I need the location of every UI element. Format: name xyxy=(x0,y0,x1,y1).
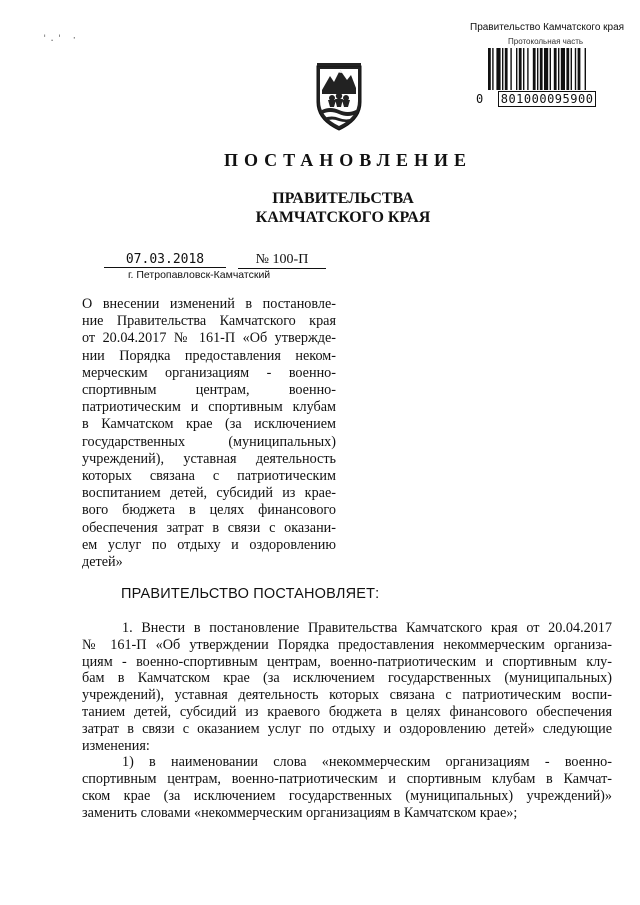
barcode-bar xyxy=(516,48,517,90)
authority-line-2: КАМЧАТСКОГО КРАЯ xyxy=(255,209,431,226)
body-line: 1) в наименовании слова «некоммерческим организациям - военно- xyxy=(122,754,612,771)
document-number: № 100-П xyxy=(238,252,326,269)
stamp-title: Правительство Камчатского края xyxy=(470,22,625,33)
barcode-bar xyxy=(533,48,536,90)
subject-line: государственных (муниципальных) xyxy=(82,433,336,450)
barcode-prefix: 0 xyxy=(476,92,484,106)
subject-block xyxy=(82,296,336,571)
body-line: учреждений), уставная деятельность которых связана с патриотическим воспи- xyxy=(82,687,612,704)
barcode-bar xyxy=(544,48,548,90)
corner-mark: '.' · xyxy=(42,34,80,44)
barcode-bar xyxy=(502,48,503,90)
barcode-bar xyxy=(488,48,491,90)
subject-line: мерческим организациям - военно- xyxy=(82,364,336,381)
barcode-bar xyxy=(575,48,576,90)
subject-line: обеспечения затрат в связи с оказани- xyxy=(82,519,336,536)
barcode-bar xyxy=(496,48,500,90)
body-line: затрат в связи с оказанием услуг по отдыху и оздоровлению детей» следующие xyxy=(82,720,612,737)
body-line: ском крае (за исключением государственных (муниципальных) учреждений)» xyxy=(82,787,612,804)
barcode-bar xyxy=(585,48,586,90)
kamchatka-crest-icon xyxy=(314,60,364,132)
subject-line: ние Правительства Камчатского края xyxy=(82,313,336,330)
body-line: № 161-П «Об утверждении Порядка предоставления некоммерческим организа- xyxy=(82,636,612,653)
issue-city: г. Петропавловск-Камчатский xyxy=(128,269,271,281)
barcode-bar xyxy=(492,48,493,90)
body-line: танием детей, субсидий из краевого бюджета в целях финансового обеспечения xyxy=(82,703,612,720)
barcode-bar xyxy=(505,48,508,90)
body-line: бам в Камчатском крае (за исключением государственных (муниципальных) xyxy=(82,670,612,687)
subject-line: детей» xyxy=(82,554,123,571)
authority-line-1: ПРАВИТЕЛЬСТВА xyxy=(272,190,414,207)
subject-line: от 20.04.2017 № 161-П «Об утвержде- xyxy=(82,330,336,347)
body-line: 1. Внести в постановление Правительства Камчатского края от 20.04.2017 xyxy=(122,620,612,636)
subject-line: учреждений), уставная деятельность xyxy=(82,450,336,467)
subject-line: патриотическим и спортивным клубам xyxy=(82,399,336,416)
body-line: изменения: xyxy=(82,737,150,754)
body-text xyxy=(82,620,612,822)
subject-line: спортивным центрам, военно- xyxy=(82,382,336,399)
subject-line: вого бюджета в целях финансового xyxy=(82,502,336,519)
registration-stamp xyxy=(468,22,630,46)
subject-line: нии Порядка предоставления неком- xyxy=(82,347,336,364)
barcode-bar xyxy=(550,48,551,90)
barcode-bar xyxy=(510,48,511,90)
barcode-bar xyxy=(566,48,569,90)
barcode-bar xyxy=(571,48,572,90)
subject-line: ем услуг по отдыху и оздоровлению xyxy=(82,536,336,553)
date-number-line xyxy=(104,252,326,269)
barcode-bar xyxy=(561,48,565,90)
barcode-bar xyxy=(558,48,559,90)
barcode xyxy=(488,48,628,90)
document-type-heading: ПОСТАНОВЛЕНИЕ xyxy=(223,150,473,170)
body-line: циям - военно-спортивным центрам, военно-патриотическим и спортивным клу- xyxy=(82,653,612,670)
body-line: спортивным центрам, военно-патриотическим и спортивным клубам в Камчат- xyxy=(82,771,612,788)
barcode-code: 801000095900 xyxy=(498,91,597,107)
barcode-bar xyxy=(527,48,528,90)
subject-line: которых связана с патриотическим xyxy=(82,468,336,485)
barcode-bar xyxy=(523,48,524,90)
barcode-bar xyxy=(578,48,581,90)
document-date: 07.03.2018 xyxy=(104,252,226,268)
barcode-number xyxy=(476,92,596,106)
resolves-heading: ПРАВИТЕЛЬСТВО ПОСТАНОВЛЯЕТ: xyxy=(121,586,380,602)
barcode-bar xyxy=(540,48,543,90)
barcode-bar xyxy=(519,48,522,90)
stamp-subtitle: Протокольная часть xyxy=(508,37,584,46)
body-line: заменить словами «некоммерческим организациям в Камчатском крае»; xyxy=(82,804,518,821)
subject-line: воспитанием детей, субсидий из крае- xyxy=(82,485,336,502)
barcode-bar xyxy=(554,48,557,90)
subject-line: О внесении изменений в постановле- xyxy=(82,296,336,312)
barcode-bar xyxy=(537,48,538,90)
subject-line: в Камчатском крае (за исключением xyxy=(82,416,336,433)
